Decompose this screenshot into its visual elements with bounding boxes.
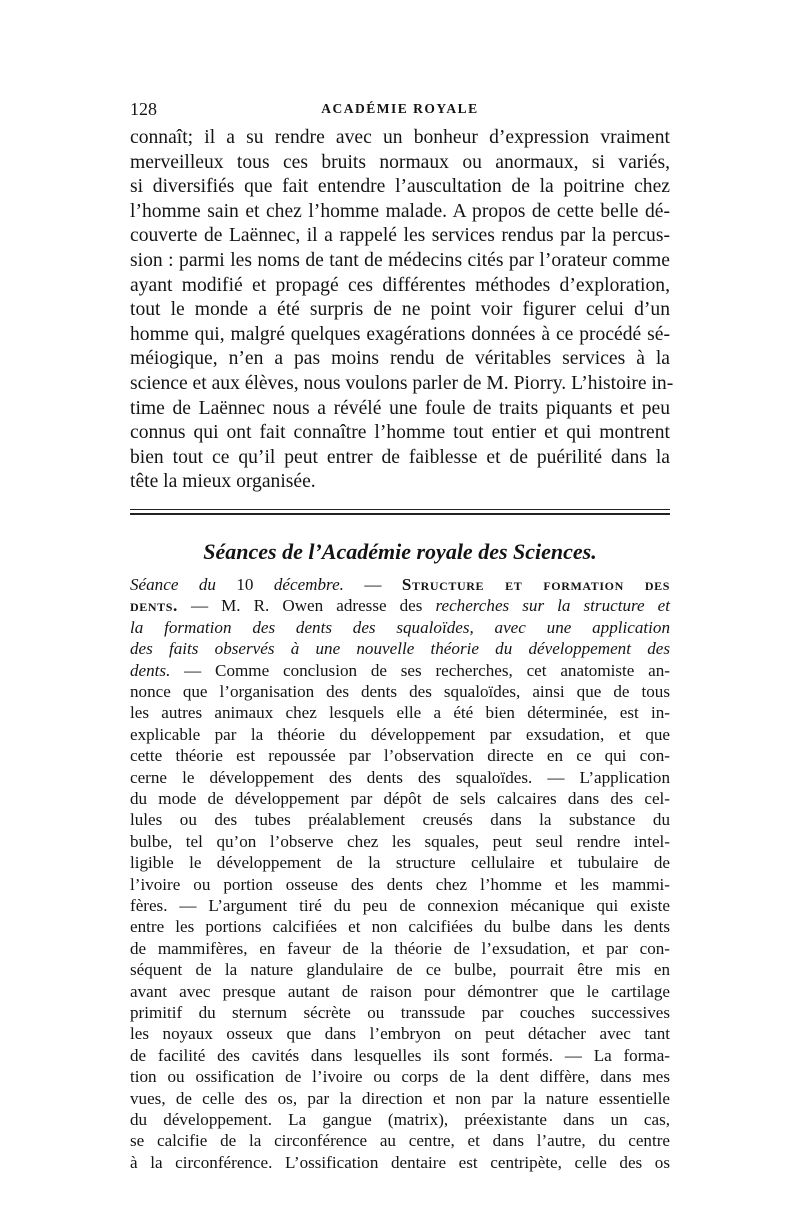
text-line: méiogique, n’en a pas moins rendu de véritables services à la — [130, 348, 670, 370]
text-line: cerne le développement des dents des squaloïdes. — L’application — [130, 767, 670, 787]
text-line: explicable par la théorie du développement par exsudation, et que — [130, 724, 670, 744]
text-line: merveilleux tous ces bruits normaux ou anormaux, si variés, — [130, 151, 670, 173]
text-line: fères. — L’argument tiré du peu de connexion mécanique qui existe — [130, 896, 670, 915]
text-line: avant avec presque autant de raison pour démontrer que le cartilage — [130, 981, 670, 1001]
text-line: les autres animaux chez lesquels elle a été bien déterminée, est in- — [130, 703, 670, 723]
text-line: si diversifiés que fait entendre l’auscultation de la poitrine chez — [130, 176, 670, 198]
seance-date-month: décembre. — [273, 574, 344, 594]
seance-work-title: recherches sur la structure et — [435, 596, 670, 616]
running-head — [130, 96, 670, 122]
seance-date-number: 10 — [236, 574, 254, 594]
paragraph-auscultation — [130, 122, 674, 495]
text-line: science et aux élèves, nous voulons parler de M. Piorry. L’histoire in- — [130, 372, 674, 394]
seance-dash: — — [343, 574, 402, 594]
text-line: l’homme sain et chez l’homme malade. A propos de cette belle dé- — [130, 200, 670, 222]
text-line: nonce que l’organisation des dents des squaloïdes, ainsi que de tous — [130, 681, 670, 701]
seance-entry — [130, 574, 670, 1173]
text-line: du développement. La gangue (matrix), préexistante dans un cas, — [130, 1110, 670, 1130]
text-line: lules ou des tubes préalablement creusés dans la substance du — [130, 810, 670, 830]
running-title: ACADÉMIE ROYALE — [321, 101, 479, 116]
section-heading: Séances de l’Académie royale des Sciences. — [203, 538, 597, 564]
section-divider — [130, 508, 670, 516]
text-line: time de Laënnec nous a révélé une foule de traits piquants et peu — [130, 397, 670, 419]
text-line: primitif du sternum sécrète ou transsude par couches successives — [130, 1003, 670, 1023]
seance-author-intro: — M. R. Owen adresse des — [177, 596, 436, 616]
seance-date-label: Séance du — [130, 574, 216, 594]
text-line: tout le monde a été surpris de ne point voir figurer celui d’un — [130, 299, 670, 321]
text-line: du mode de développement par dépôt de sels calcaires dans des cel- — [130, 788, 670, 808]
text-line: ligible le développement de la structure cellulaire et tubulaire de — [130, 853, 670, 873]
text-line: de mammifères, en faveur de la théorie de l’exsudation, et par con- — [130, 938, 670, 958]
text-line: cette théorie est repoussée par l’observation directe en ce qui con- — [130, 746, 670, 766]
text-line: connus qui ont fait connaître l’homme tout entier et qui montrent — [130, 422, 670, 444]
text-line: tête la mieux organisée. — [130, 471, 316, 493]
text-line: l’ivoire ou portion osseuse des dents chez l’homme et les mammi- — [130, 874, 670, 894]
divider-thin-rule — [130, 509, 670, 510]
seance-subject-end: dents. — [130, 596, 178, 616]
seance-second-line — [130, 595, 670, 616]
text-line: entre les portions calcifiées et non calcifiées du bulbe dans les dents — [130, 917, 670, 937]
text-line: connaît; il a su rendre avec un bonheur d’expression vraiment — [130, 127, 670, 148]
seance-title-end-line — [130, 660, 670, 681]
text-line: ayant modifié et propagé ces différentes méthodes d’exploration, — [130, 274, 670, 296]
text-line: séquent de la nature glandulaire de ce bulbe, pourrait être mis en — [130, 960, 670, 980]
page-number: 128 — [130, 99, 157, 119]
text-line: bulbe, tel qu’on l’observe chez les squales, peut seul rendre intel- — [130, 831, 670, 851]
text-line: vues, de celle des os, par la direction et non par la nature essentielle — [130, 1088, 670, 1108]
text-line: de facilité des cavités dans lesquelles ils sont formés. — La forma- — [130, 1045, 670, 1065]
text-line: homme qui, malgré quelques exagérations données à ce procédé sé- — [130, 323, 670, 345]
divider-thick-rule — [130, 513, 670, 515]
text-line: à la circonférence. L’ossification dentaire est centripète, celle des os — [130, 1152, 670, 1172]
text-line: bien tout ce qu’il peut entrer de faiblesse et de puérilité dans la — [130, 446, 670, 468]
text-line: tion ou ossification de l’ivoire ou corps de la dent diffère, dans mes — [130, 1067, 670, 1087]
seance-first-line — [130, 574, 670, 595]
text-line: sion : parmi les noms de tant de médecins cités par l’orateur comme — [130, 249, 670, 271]
seance-work-title-line: des faits observés à une nouvelle théorie du développement des — [130, 639, 670, 659]
text-line: se calcifie de la circonférence au centre, et dans l’autre, du centre — [130, 1131, 670, 1151]
book-page — [130, 96, 674, 1173]
seance-after-title: — Comme conclusion de ses recherches, cet anatomiste an- — [170, 660, 670, 680]
seance-work-title-line: la formation des dents des squaloïdes, avec une application — [130, 617, 670, 637]
text-line: les noyaux osseux que dans l’embryon on peut détacher avec tant — [130, 1024, 670, 1044]
seance-work-title-end: dents. — [130, 660, 171, 680]
text-line: couverte de Laënnec, il a rappelé les services rendus par la percus- — [130, 225, 670, 247]
seance-subject: Structure et formation des — [401, 574, 671, 594]
